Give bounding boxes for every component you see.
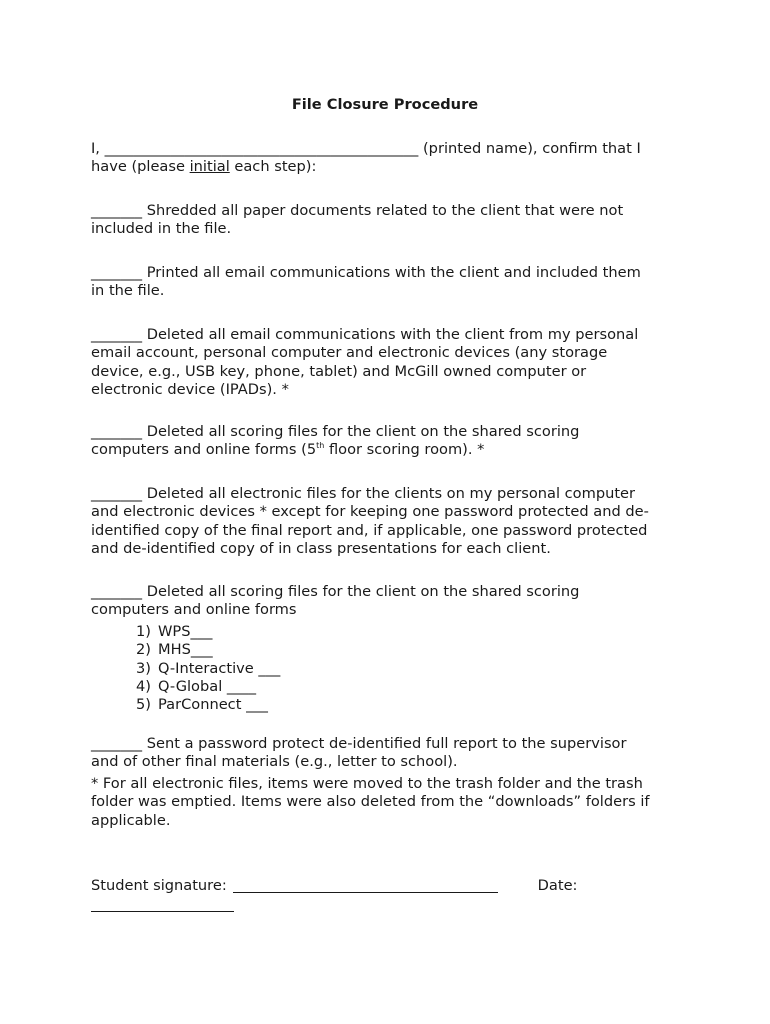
step-line: [91, 441, 681, 459]
step-line: electronic device (IPADs). *: [91, 380, 289, 398]
step-line: and de-identified copy of in class presentations for each client.: [91, 539, 551, 557]
list-number: 1): [136, 623, 151, 640]
step-line: device, e.g., USB key, phone, tablet) and McGill owned computer or: [91, 362, 587, 380]
list-item: [136, 678, 280, 696]
step-deleted-emails: [91, 326, 681, 399]
list-item-text: Q-Interactive ___: [158, 659, 281, 677]
date-field[interactable]: [91, 897, 234, 912]
step-line: and electronic devices * except for keeping one password protected and de-: [91, 503, 649, 521]
step-shredded: [91, 202, 681, 239]
list-number: 5): [136, 696, 151, 714]
list-number: 4): [136, 677, 151, 695]
intro-line-2: [91, 158, 681, 176]
date-row: [91, 896, 681, 914]
step-text: computers and online forms (5: [91, 441, 317, 459]
step-line: identified copy of the final report and, if applicable, one password protected: [91, 521, 648, 539]
list-item: [136, 696, 280, 714]
superscript-th: th: [316, 441, 325, 451]
step-line: included in the file.: [91, 220, 232, 238]
step-line: email account, personal computer and electronic devices (any storage: [91, 344, 608, 362]
step-deleted-electronic-files: [91, 485, 681, 558]
list-item: [136, 623, 280, 641]
list-number: 2): [136, 641, 151, 659]
step-line: _______ Shredded all paper documents related to the client that were not: [91, 202, 624, 219]
step-line: in the file.: [91, 282, 165, 300]
document-title: File Closure Procedure: [291, 96, 479, 113]
intro-text: have (please: [91, 158, 190, 176]
list-item-text: ParConnect ___: [158, 696, 268, 714]
step-printed-emails: [91, 264, 681, 301]
step-deleted-scoring-files: [91, 423, 681, 460]
intro-text-end: each step):: [229, 158, 317, 176]
step-line: _______ Printed all email communications with the client and included them: [91, 264, 641, 281]
list-item-text: WPS___: [158, 623, 213, 640]
step-text-end: floor scoring room). *: [324, 441, 485, 459]
step-line: _______ Deleted all email communications with the client from my personal: [91, 326, 639, 343]
footnote: [91, 775, 681, 830]
footnote-line: * For all electronic files, items were moved to the trash folder and the trash: [91, 775, 643, 792]
intro-paragraph: [91, 140, 681, 177]
signature-row: [91, 877, 681, 895]
step-line: and of other final materials (e.g., letter to school).: [91, 753, 458, 771]
step-deleted-scoring-online: [91, 583, 681, 620]
list-item: [136, 641, 280, 659]
list-item-text: Q-Global ____: [158, 677, 257, 695]
list-number: 3): [136, 659, 151, 677]
step-line: _______ Deleted all electronic files for the clients on my personal computer: [91, 485, 636, 502]
footnote-line: folder was emptied. Items were also deleted from the “downloads” folders if: [91, 793, 650, 811]
scoring-platform-list: [136, 623, 280, 714]
list-item: [136, 660, 280, 678]
intro-line-1: I, ___________________________________________ (printed name), confirm that I: [91, 140, 641, 157]
step-line: _______ Sent a password protect de-identified full report to the supervisor: [91, 735, 627, 752]
step-sent-report: [91, 735, 681, 772]
signature-label: Student signature:: [91, 877, 227, 894]
initial-underlined: initial: [189, 158, 230, 176]
list-item-text: MHS___: [158, 641, 213, 659]
footnote-line: applicable.: [91, 811, 171, 829]
date-label: Date:: [537, 877, 578, 894]
step-line: _______ Deleted all scoring files for the client on the shared scoring: [91, 423, 580, 440]
step-line: _______ Deleted all scoring files for the client on the shared scoring: [91, 583, 580, 600]
step-line: computers and online forms: [91, 601, 297, 619]
signature-field[interactable]: [233, 878, 498, 893]
